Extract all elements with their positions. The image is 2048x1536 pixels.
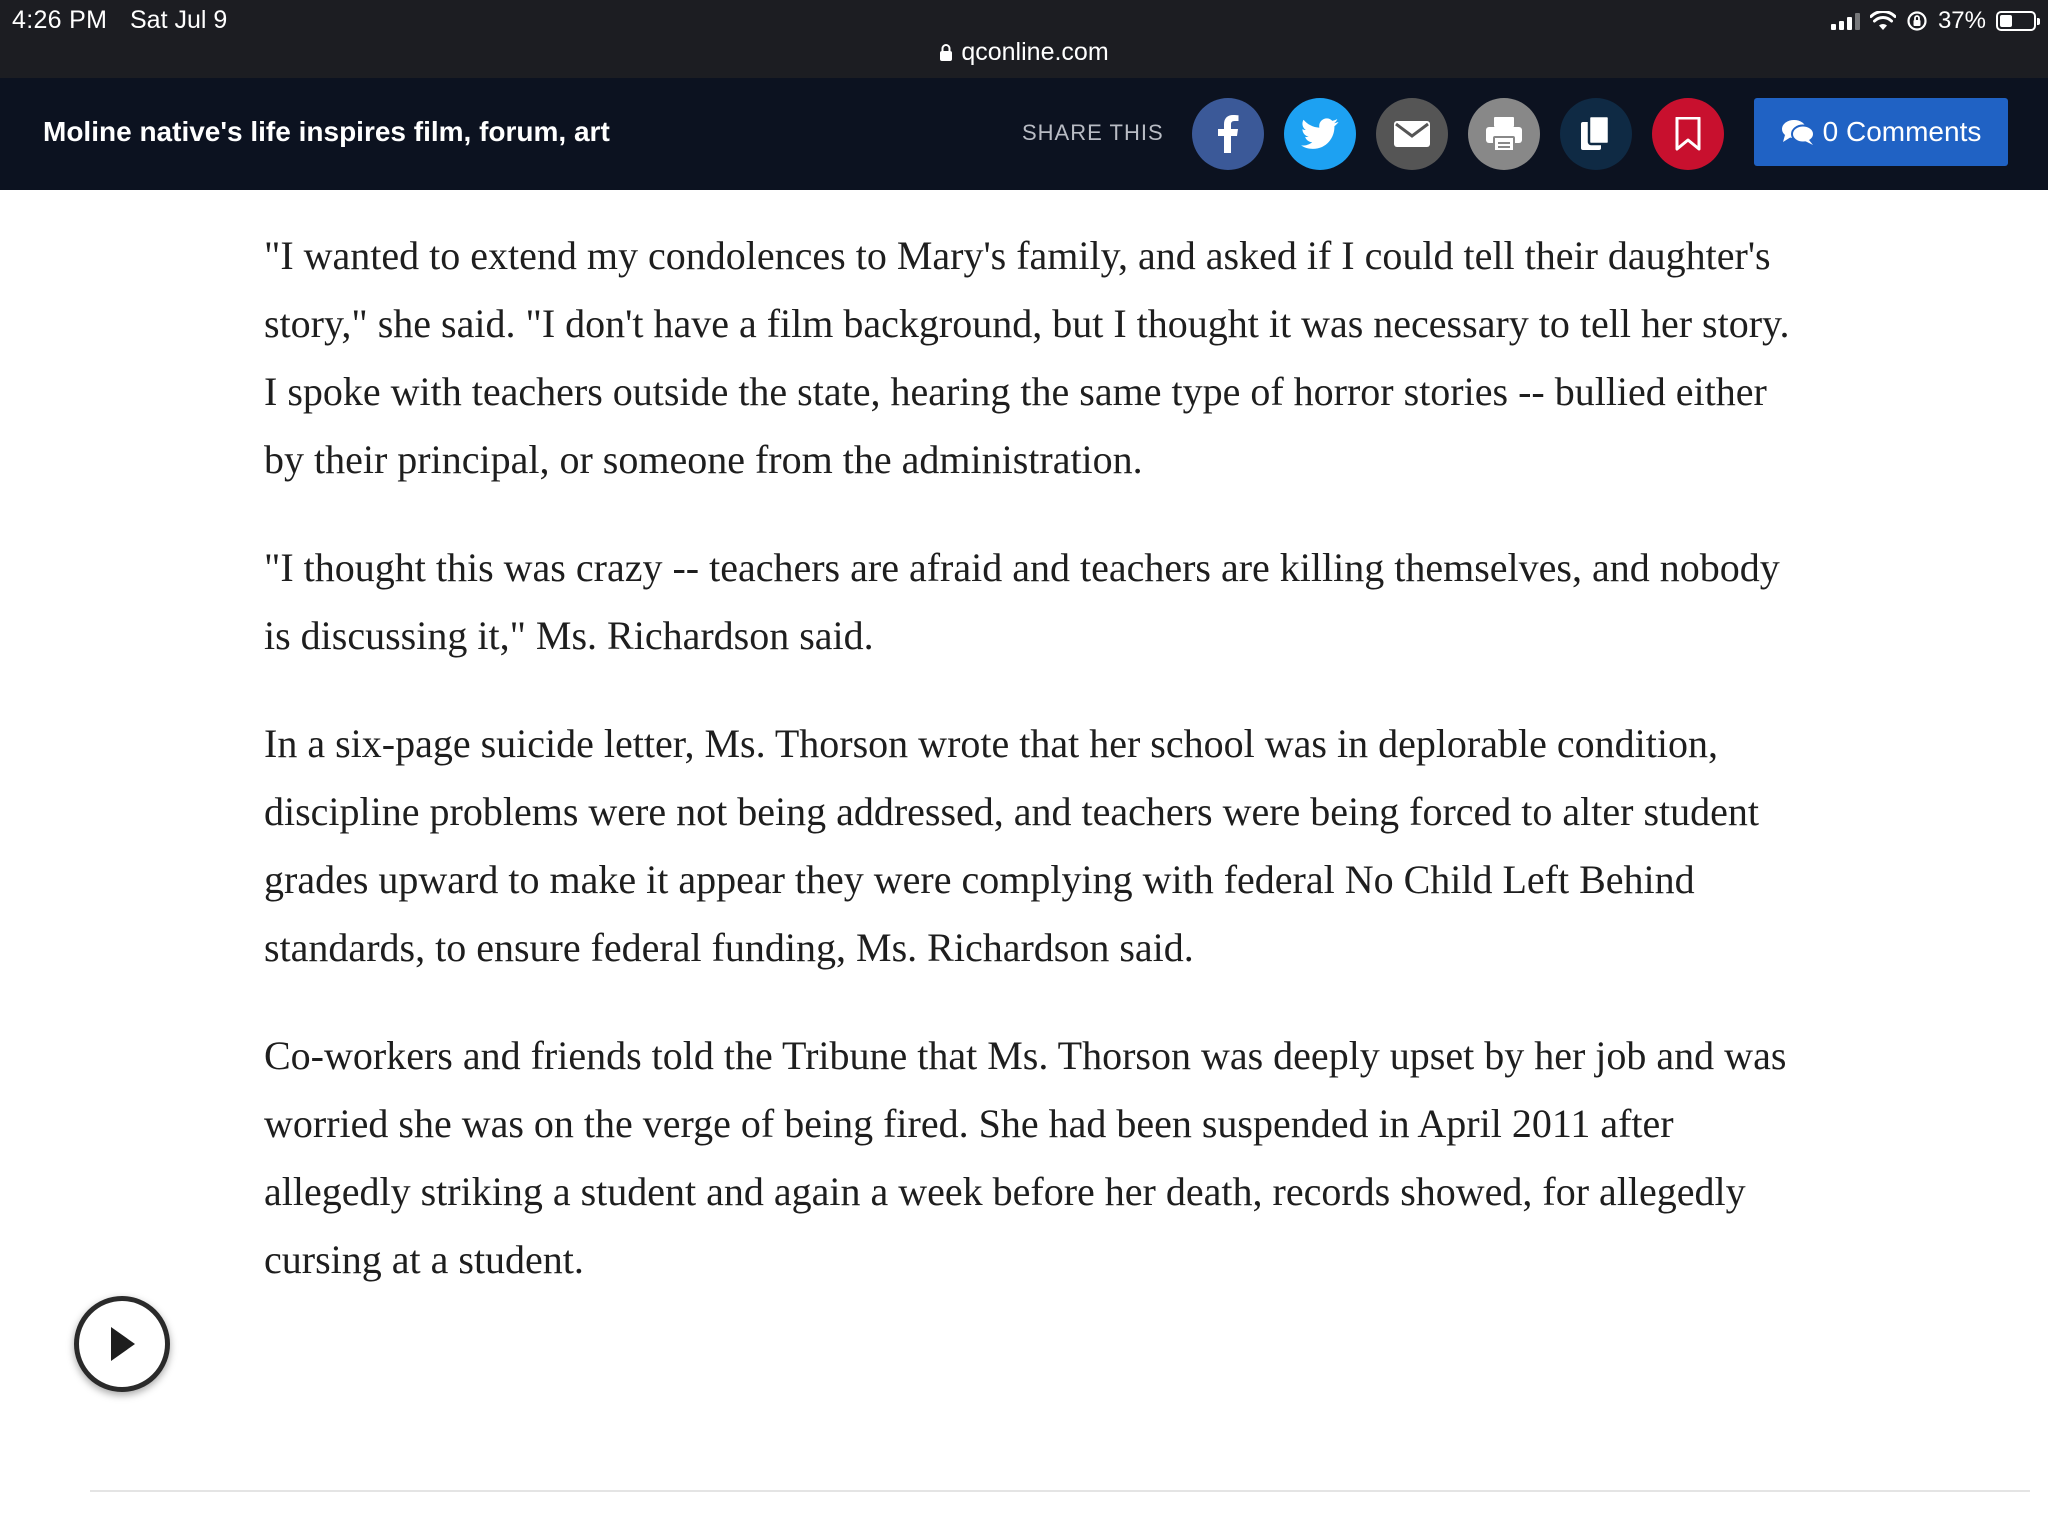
- play-icon: [107, 1325, 137, 1363]
- article-paragraph: Co-workers and friends told the Tribune that Ms. Thorson was deeply upset by her job and was worried she was on the verge of being fired. She had been suspended in April 2011 after allegedly striking a student and again a week before her death, records showed, for allegedly cursing at a student.: [264, 1033, 1787, 1282]
- lock-icon: [939, 43, 953, 62]
- divider: [90, 1490, 2030, 1492]
- copy-icon: [1581, 116, 1611, 152]
- cellular-signal-icon: [1831, 12, 1860, 30]
- twitter-icon: [1301, 118, 1339, 150]
- share-label: SHARE THIS: [1022, 120, 1164, 145]
- share-email-button[interactable]: [1376, 98, 1448, 170]
- article-paragraph: In a six-page suicide letter, Ms. Thorson wrote that her school was in deplorable condition, discipline problems were not being addressed, and teachers were being forced to alter student grades upward to make it appear they were complying with federal No Child Left Behind standards, to ensure federal funding, Ms. Richardson said.: [264, 721, 1760, 970]
- bookmark-button[interactable]: [1652, 98, 1724, 170]
- article-paragraph: "I thought this was crazy -- teachers are afraid and teachers are killing themselves, and nobody is discussing it," Ms. Richardson said.: [264, 545, 1780, 658]
- wifi-icon: [1870, 11, 1896, 31]
- bookmark-icon: [1675, 117, 1701, 151]
- article-paragraph: "I wanted to extend my condolences to Mary's family, and asked if I could tell their daughter's story," she said. "I don't have a film background, but I thought it was necessary to tell her story. I spoke with teachers outside the state, hearing the same type of horror stories -- bullied either by their principal, or someone from the administration.: [264, 233, 1790, 482]
- url-text: qconline.com: [961, 38, 1109, 66]
- article-title: Moline native's life inspires film, forum, art: [43, 116, 610, 147]
- address-bar[interactable]: [0, 38, 2048, 67]
- audio-play-button[interactable]: [74, 1296, 170, 1392]
- status-time: 4:26 PM: [12, 6, 108, 34]
- comments-icon: [1781, 119, 1815, 145]
- status-bar: [0, 0, 2048, 78]
- status-date: Sat Jul 9: [130, 6, 228, 34]
- share-copy-button[interactable]: [1560, 98, 1632, 170]
- printer-icon: [1486, 117, 1522, 151]
- article-body: [264, 222, 1804, 1334]
- share-print-button[interactable]: [1468, 98, 1540, 170]
- comments-label: 0 Comments: [1822, 116, 1982, 147]
- status-indicators: [1831, 6, 2036, 36]
- article-sticky-header: [0, 78, 2048, 190]
- battery-percent: 37%: [1937, 7, 1986, 34]
- comments-button[interactable]: [1754, 98, 2008, 166]
- battery-icon: [1996, 11, 2036, 31]
- facebook-icon: [1217, 115, 1239, 153]
- envelope-icon: [1394, 121, 1430, 147]
- share-twitter-button[interactable]: [1284, 98, 1356, 170]
- share-facebook-button[interactable]: [1192, 98, 1264, 170]
- orientation-lock-icon: [1906, 10, 1928, 32]
